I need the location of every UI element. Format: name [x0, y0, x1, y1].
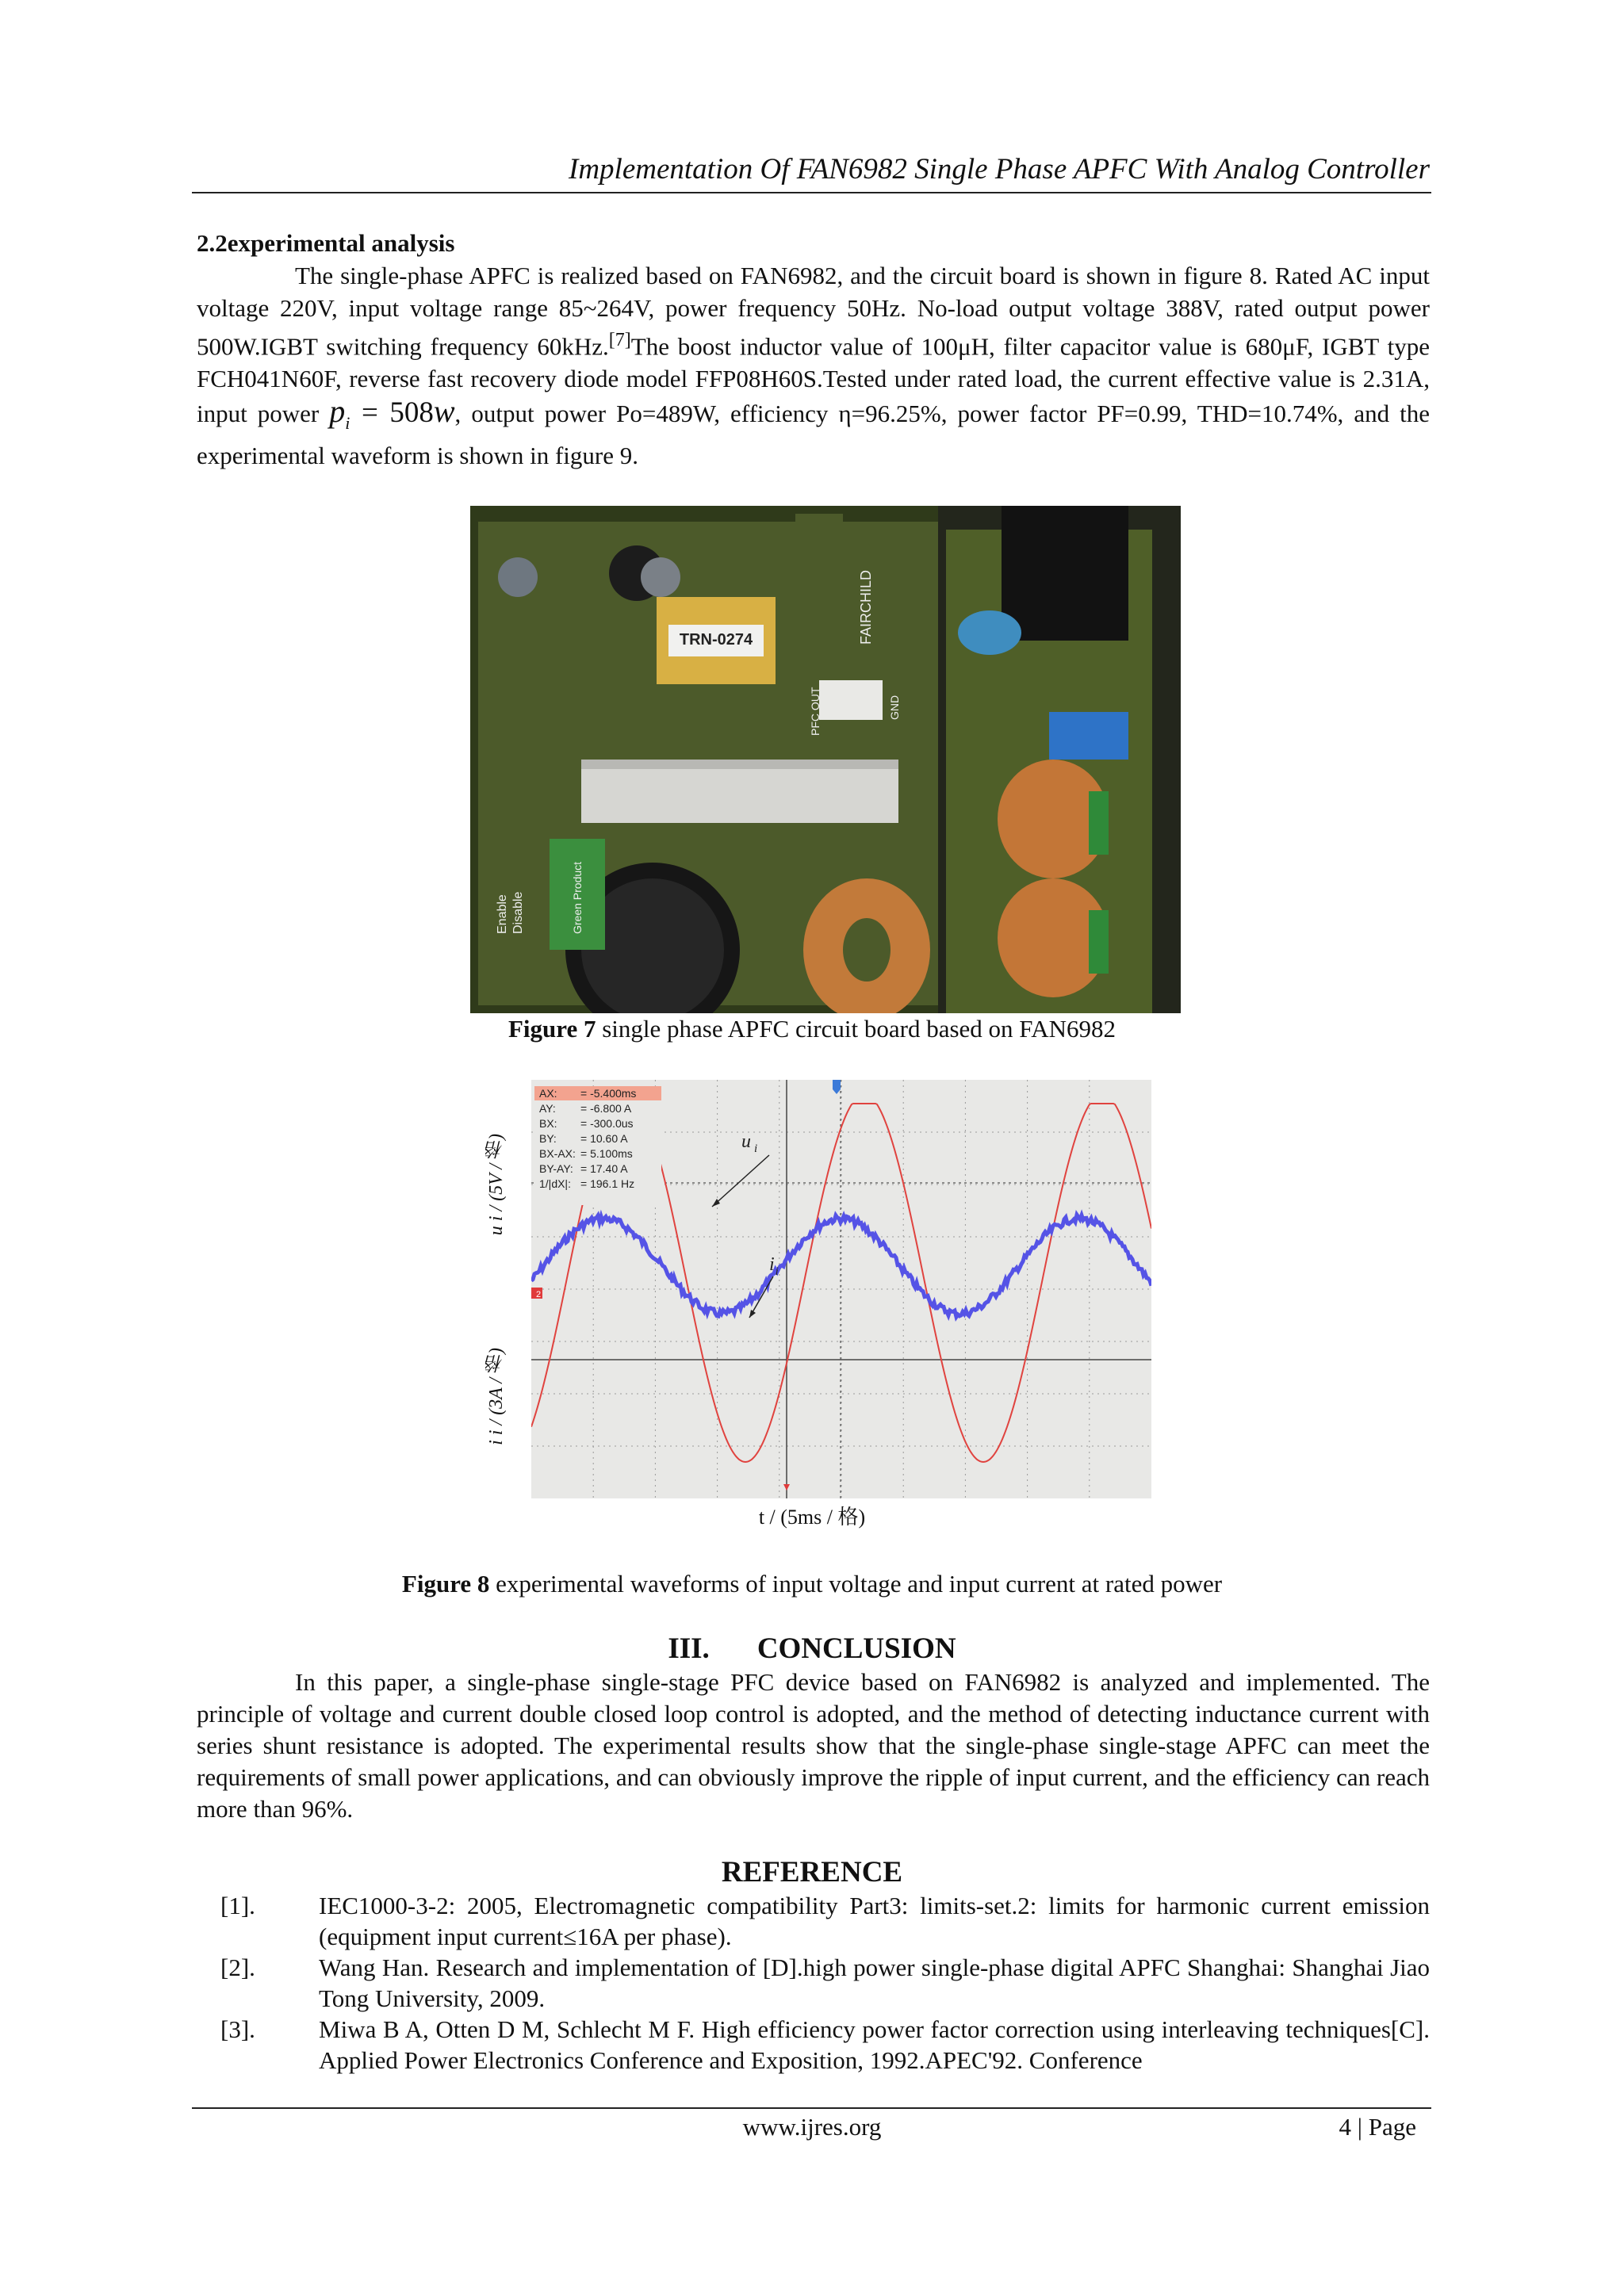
board-label: Disable — [511, 891, 525, 934]
paragraph — [197, 259, 1430, 472]
reference-number: [3]. — [220, 2015, 255, 2043]
conclusion-heading: III. CONCLUSION — [668, 1632, 956, 1665]
board-label: Enable — [496, 894, 509, 934]
footer-site: www.ijres.org — [742, 2113, 882, 2141]
paragraph-text: , output power Po=489W, efficiency η=96.25%, power factor PF=0.99, THD=10.74%, and the experimental waveform is shown in figure 9. — [197, 400, 1430, 470]
board-label: Green Product — [571, 861, 584, 934]
readout-value: = 17.40 A — [580, 1162, 628, 1175]
section-heading: 2.2experimental analysis — [197, 229, 455, 257]
citation: [7] — [608, 330, 631, 350]
paragraph-text: The single-phase APFC is realized based on FAN6982, and the circuit board is shown in figure 8. Rated AC input voltage 220V, input voltage range 85~264V, power frequency 50Hz. No-load output voltage 388V, rated output power 500W.IGBT switching frequency 60kHz. — [197, 262, 1430, 361]
readout-key: BX: — [539, 1117, 557, 1130]
y-axis-label-current: i i / (3A / 格) — [486, 1348, 507, 1445]
circuit-board-photo — [470, 506, 1181, 1013]
running-header: Implementation Of FAN6982 Single Phase APFC With Analog Controller — [569, 153, 1430, 186]
oscilloscope-screen — [531, 1080, 1151, 1498]
readout-value: = 5.100ms — [580, 1147, 633, 1160]
reference-item — [197, 1890, 1430, 1952]
reference-heading: REFERENCE — [721, 1856, 903, 1888]
readout-key: BY-AY: — [539, 1162, 573, 1175]
label-ii: $i_i$ — [769, 1254, 779, 1278]
paragraph-text: The boost inductor value of 100μH, filter capacitor value is 680μF, IGBT type FCH041N60F, reverse fast recovery diode model FFP08H60S.Tested under rated load, the current effective value is 2.31A, input power — [197, 332, 1430, 428]
readout-key: AX: — [539, 1087, 557, 1100]
reference-text: Miwa B A, Otten D M, Schlecht M F. High efficiency power factor correction using interleaving techniques[C]. Applied Power Electronics Conference and Exposition, 1992.APEC'92. Conference — [319, 2015, 1430, 2074]
board-label: GND — [888, 695, 901, 720]
reference-number: [2]. — [220, 1954, 255, 1981]
reference-item — [197, 1952, 1430, 2014]
reference-list — [197, 1890, 1430, 2076]
figure-7-caption: Figure 7 single phase APFC circuit board based on FAN6982 — [508, 1015, 1116, 1043]
readout-key: BX-AX: — [539, 1147, 576, 1160]
section-2-2 — [197, 227, 1430, 472]
math-input-power: $p_i$ — [329, 393, 350, 434]
math-unit: w — [433, 393, 455, 430]
waveform-plot — [531, 1080, 1151, 1498]
label-ui: u $_i$ — [741, 1131, 758, 1155]
conclusion-body — [197, 1667, 1430, 1825]
board-label: PFC OUT — [809, 687, 822, 736]
reference-item — [197, 2014, 1430, 2076]
board-label: TRN-0274 — [679, 631, 753, 649]
channel-marker-label: 2 — [536, 1290, 542, 1299]
math-equals: = 508 — [350, 396, 434, 430]
readout-value: = 10.60 A — [580, 1132, 628, 1145]
readout-key: BY: — [539, 1132, 557, 1145]
readout-value: = -5.400ms — [580, 1087, 637, 1100]
figure-8-caption: Figure 8 experimental waveforms of input voltage and input current at rated power — [401, 1570, 1223, 1598]
y-axis-label-voltage: u i / (5V / 格) — [486, 1134, 507, 1236]
reference-text: IEC1000-3-2: 2005, Electromagnetic compatibility Part3: limits-set.2: limits for harmonic current emission (equipment input current≤16A per phase). — [319, 1892, 1430, 1950]
conclusion-text: In this paper, a single-phase single-stage PFC device based on FAN6982 is analyzed and implemented. The principle of voltage and current double closed loop control is adopted, and the method of detecting inductance current with series shunt resistance is adopted. The experimental results show that the single-phase single-stage APFC can meet the requirements of small power applications, and can obviously improve the ripple of input current, and the efficiency can reach more than 96%. — [197, 1668, 1430, 1823]
readout-value: = 196.1 Hz — [580, 1177, 635, 1190]
reference-text: Wang Han. Research and implementation of [D].high power single-phase digital APFC Shanghai: Shanghai Jiao Tong University, 2009. — [319, 1954, 1430, 2012]
footer-rule — [192, 2107, 1431, 2109]
board-label: FAIRCHILD — [858, 569, 874, 645]
reference-number: [1]. — [220, 1892, 255, 1919]
readout-value: = -300.0us — [580, 1117, 634, 1130]
readout-key: AY: — [539, 1102, 556, 1115]
readout-value: = -6.800 A — [580, 1102, 632, 1115]
header-rule — [192, 192, 1431, 193]
x-axis-label: t / (5ms / 格) — [758, 1506, 866, 1529]
footer-page-number: 4 | Page — [1339, 2113, 1416, 2141]
readout-key: 1/|dX|: — [539, 1177, 571, 1190]
